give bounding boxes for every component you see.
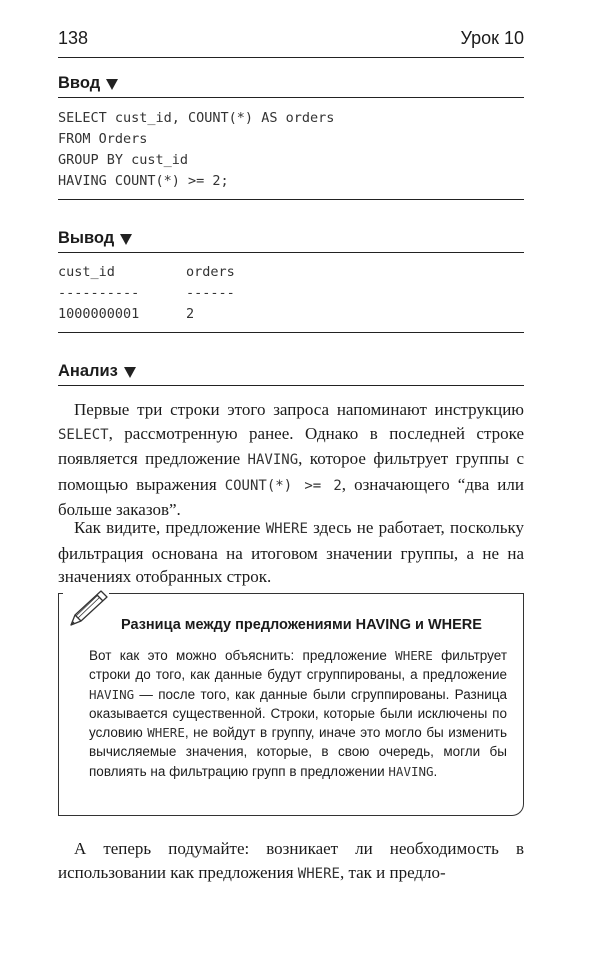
- closing-paragraph: А теперь подумайте: возникает ли необходимость в использовании как предложения WHERE, так и предло-: [58, 839, 524, 882]
- running-header: [58, 28, 524, 58]
- inline-code: HAVING: [89, 686, 135, 702]
- chapter-title: Урок 10: [460, 28, 524, 48]
- note-title: Разница между предложениями HAVING и WHERE: [121, 617, 482, 633]
- pencil-icon: [63, 587, 109, 629]
- inline-code: SELECT: [58, 426, 109, 443]
- inline-code: COUNT(*) >= 2: [224, 477, 342, 494]
- output-heading: Вывод: [58, 229, 524, 253]
- code-line: GROUP BY cust_id: [58, 152, 189, 168]
- code-line: SELECT cust_id, COUNT(*) AS orders: [58, 110, 335, 126]
- code-line: FROM Orders: [58, 131, 148, 147]
- table-cell: 1000000001: [58, 306, 140, 322]
- analysis-heading: Анализ: [58, 362, 524, 386]
- column-header: cust_id: [58, 264, 115, 280]
- note-text: Вот как это можно объяснить: предложение WHERE фильтрует строки до того, как данные будут сгруппированы, а предложение HAVING — после того, как данные были сгруппированы. Разница оказывается существенной. Строки, которые были исключены по условию WHERE, не войдут в группу, иначе это могло бы изменить вычисляемые значения, которые, в свою очередь, могли бы повлиять на фильтрацию групп в предложении HAVING.: [89, 648, 507, 779]
- column-separator: ------: [186, 285, 235, 301]
- output-separator-row: [58, 283, 524, 304]
- triangle-down-icon: [120, 234, 132, 245]
- triangle-down-icon: [124, 367, 136, 378]
- inline-code: HAVING: [388, 763, 434, 779]
- table-cell: 2: [186, 306, 195, 322]
- inline-code: HAVING: [247, 452, 299, 468]
- column-separator: ----------: [58, 285, 140, 301]
- inline-code: WHERE: [297, 865, 340, 882]
- analysis-paragraph-1: Первые три строки этого запроса напоминают инструкцию SELECT, рассмотренную ранее. Однако в последней строке появляется предложение HAVING, которое фильтрует группы с помощью выражения COUNT(*) >= 2, означающего “два или больше заказов”.: [58, 400, 524, 519]
- code-line: HAVING COUNT(*) >= 2;: [58, 173, 229, 189]
- output-data-row: [58, 304, 524, 325]
- inline-code: WHERE: [265, 521, 308, 537]
- input-code-block: [58, 108, 524, 200]
- output-header-row: [58, 262, 524, 283]
- column-header: orders: [186, 264, 235, 280]
- inline-code: WHERE: [147, 725, 185, 741]
- input-heading: Ввод: [58, 74, 524, 98]
- analysis-paragraph-2: Как видите, предложение WHERE здесь не работает, поскольку фильтрация основана на итоговом значении группы, а не на значениях отобранных строк.: [58, 518, 525, 586]
- page-number: 138: [58, 28, 89, 48]
- output-block: [58, 262, 524, 333]
- inline-code: WHERE: [395, 648, 433, 663]
- triangle-down-icon: [106, 79, 118, 90]
- note-box: [58, 593, 524, 816]
